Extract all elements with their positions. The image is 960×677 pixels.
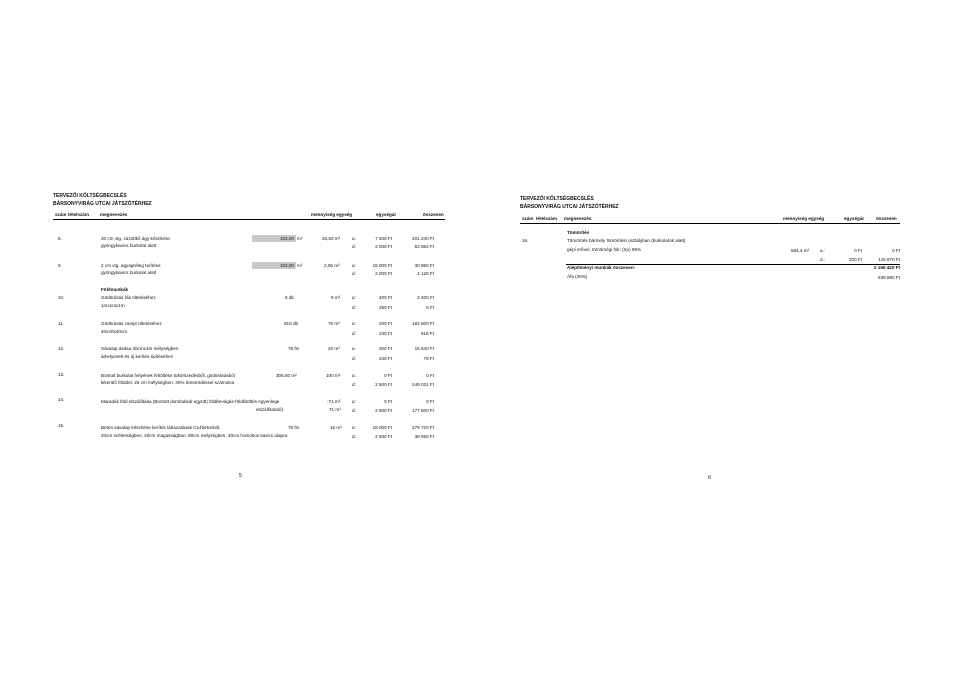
item-number: 14. [58,397,65,402]
header-megnevezes: megnevezés [564,216,592,221]
unit-price: 18 000 Ft [372,425,392,430]
summary-label: Alépítményi munkák összesen: [567,265,636,270]
item-number: 8. [58,236,62,241]
item-quantity: 20 m³ [328,346,340,351]
line-total: 6 Ft [426,305,434,310]
item-number: 16. [522,238,529,243]
unit-price: 200 Ft [378,321,392,326]
line-total: 30 960 Ft [414,263,434,268]
header-megnevezes: megnevezés [100,212,128,217]
unit-price: 250 Ft [378,305,392,310]
item-desc-line: áthelyezett és új kerítés építéséhez [101,354,174,359]
item-quantity: 71 m³ [329,407,341,412]
item-desc-line: elszállítandó) [256,407,284,412]
item-quantity: 100 m³ [326,373,341,378]
price-label: a: [352,236,356,241]
item-desc-line: gyöngykavics burkolat alatt [101,243,157,248]
unit-price: 0 Ft [384,373,392,378]
header-egysegar: egységár [376,212,397,217]
item-desc-line: Tömörítés bármely tömörítési osztályban (burkolatok alatt) [567,238,686,243]
line-total: 116 870 Ft [878,257,900,262]
area-value: 103,00 [279,263,294,269]
unit-price: 2 500 Ft [375,408,392,413]
item-quantity: 26,83 m³ [322,236,341,241]
unit-price: 2 000 Ft [375,271,392,276]
unit-price: 0 Ft [854,248,862,253]
item-number: 15. [58,423,65,428]
document-subtitle: BÁRSONYVIRÁG UTCAI JÁTSZÓTÉRHEZ [520,204,619,210]
line-total: 0 Ft [426,373,434,378]
unit-price: 200 Ft [378,346,392,351]
item-number: 12. [58,346,65,351]
line-total: 0 Ft [426,399,434,404]
item-desc-line: kikerülő földdel, 25 cm mélységben, 30% tömörödéssel számolva [101,380,235,385]
item-desc-line: Gödörásás cserje ültetéséhez [101,321,162,326]
unit-price: 240 Ft [378,331,392,336]
header-szam: szám [55,212,67,217]
price-label: d: [352,434,356,439]
header-tetelszam: tételszám [536,216,557,221]
price-label: a: [352,295,356,300]
unit-quantity: 918 db [284,321,299,326]
item-quantity: 2,06 m³ [324,263,340,268]
vat-total: 538 860 Ft [878,275,900,280]
unit-quantity: 78 fm [288,346,300,351]
unit-quantity: 78 fm [288,425,300,430]
item-number: 10. [58,295,65,300]
item-desc-line: gépi erővel, tömörségi fok: (trρ) 95% [567,247,642,252]
price-label: a: [352,321,356,326]
item-desc-line: 1mx1mx1m [101,303,125,308]
line-total: 177 500 Ft [412,408,434,413]
price-label: d: [352,382,356,387]
header-szam: szám [522,216,534,221]
unit-price: 240 Ft [378,356,392,361]
item-desc-line: 40x40x40cm [101,329,128,334]
document-title: TERVEZŐI KÖLTSÉGBECSLÉS [520,196,594,202]
unit-price: 2 500 Ft [375,382,392,387]
price-label: d: [352,408,356,413]
line-total: 918 Ft [420,331,434,336]
line-total: 53 664 Ft [414,244,434,249]
area-highlight [252,262,296,269]
area-highlight [252,235,296,242]
price-label: a: [352,263,356,268]
right-page [480,0,960,677]
section-title: Tömörítés [567,230,590,235]
price-label: d: [352,244,356,249]
price-label: d.: [820,257,826,262]
item-desc-line: Gödörásás fák ültetéséhez [101,295,156,300]
item-number: 13. [58,372,65,377]
price-label: a: [352,373,356,378]
line-total: 2 400 Ft [417,295,434,300]
item-desc-line: Sávalap ásása 30cmx1m mélységben [101,346,179,351]
line-total: 201 240 Ft [412,236,434,241]
unit-price: 15 000 Ft [372,263,392,268]
item-desc-line: Maradék föld elszállítása (Bontott dombokkal együtt) földbevágás-földkitöltés egyenlege [101,399,280,404]
unit-quantity: 6 db [285,295,294,300]
summary-total: 2 155 420 Ft [873,265,900,270]
unit-quantity: 306,50 m² [276,373,297,378]
item-desc-line: gyöngykavics burkolat alatt [101,270,157,275]
unit-price: 7 500 Ft [375,236,392,241]
unit-price: 0 Ft [384,399,392,404]
area-unit: m² [297,236,303,241]
header-rule [520,223,900,224]
line-total: 0 Ft [892,248,900,253]
unit-price: 2 000 Ft [375,244,392,249]
item-quantity: 8 m³ [331,295,341,300]
document-subtitle: BÁRSONYVIRÁG UTCAI JÁTSZÓTÉRHEZ [53,201,152,207]
page-number: 5 [239,473,243,479]
header-osszesen: összesen [423,212,444,217]
line-total: 15 540 Ft [414,346,434,351]
area-unit: m² [297,263,303,268]
unit-price: 400 Ft [378,295,392,300]
header-mennyiseg: mennyiség egység [783,216,825,221]
section-title: Földmunkák [101,287,129,292]
price-label: a: [352,399,356,404]
header-egysegar: egységár [844,216,865,221]
price-label: a.: [820,248,826,253]
item-quantity: -71 m³ [327,399,341,404]
item-desc-line: Bontott burkolat helyének feltöltése tükörszedésből, gödörásásból [101,373,235,378]
header-tetelszam: tételszám [68,212,89,217]
item-desc-line: 2 cm vtg. agyagréteg terítése [101,263,161,268]
area-value: 103,00 [279,236,294,242]
header-osszesen: összesen [876,216,897,221]
line-total: 183 600 Ft [412,321,434,326]
vat-label: Áfa (25%) [567,274,588,279]
price-label: d: [352,331,356,336]
header-rule [53,219,445,220]
item-desc-line: 20cm szélességben, 20cm magasságban, 80cm mélységben, 20cm homokos kavics alapra [101,433,288,438]
document-title: TERVEZŐI KÖLTSÉGBECSLÉS [53,193,127,199]
line-total: 38 850 Ft [414,434,434,439]
item-quantity: 16 m³ [330,425,342,430]
item-quantity: 76 m³ [328,321,340,326]
line-total: 4 128 Ft [417,271,434,276]
price-label: d: [352,356,356,361]
page-number: 6 [708,475,712,481]
line-total: 249 031 Ft [412,382,434,387]
price-label: d: [352,305,356,310]
price-label: a: [352,425,356,430]
line-total: 279 720 Ft [412,425,434,430]
price-label: d: [352,271,356,276]
price-label: a: [352,346,356,351]
unit-price: 200 Ft [848,257,862,262]
item-desc-line: Beton sávalap készítése kerítés lábazatának C14betonból, [101,425,221,430]
unit-price: 2 500 Ft [375,434,392,439]
item-number: 11. [58,321,65,326]
item-desc-line: 20 cm vtg. zúzottkő ágy készítése [101,236,170,241]
line-total: 78 Ft [423,356,434,361]
item-quantity: 584,4 m² [791,248,810,253]
header-mennyiseg: mennyiség egység [311,212,353,217]
item-number: 9. [58,263,62,268]
